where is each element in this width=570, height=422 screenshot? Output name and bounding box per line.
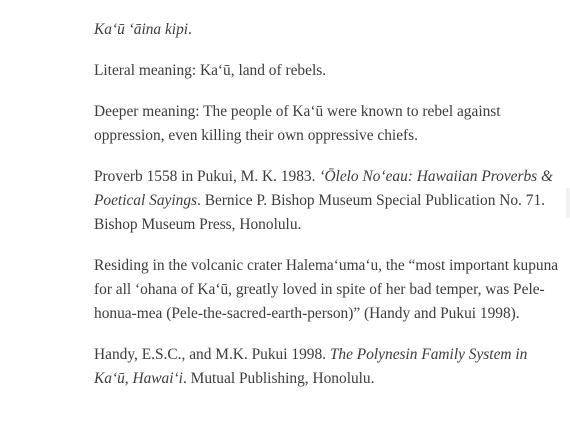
reference-book-title: The Polynesin Family System in Ka‘ū, Hawai‘i [94, 346, 528, 387]
citation-book-title: ‘Ōlelo No‘eau: Hawaiian Proverbs & Poetical Sayings [94, 168, 553, 209]
reference-citation [94, 343, 564, 391]
scroll-edge-shadow [566, 188, 570, 218]
reference-prefix: Handy, E.S.C., and M.K. Pukui 1998. [94, 346, 330, 363]
proverb-title-period: . [188, 21, 192, 38]
residing-paragraph: Residing in the volcanic crater Halema‘uma‘u, the “most important kupuna for all ‘ohana of Ka‘ū, greatly loved in spite of her bad temper, was Pele-honua-mea (Pele-the-sacred-earth-person)” (Handy and Pukui 1998). [94, 257, 559, 322]
proverb-title: Ka‘ū ‘āina kipi [94, 21, 189, 38]
deeper-meaning: Deeper meaning: The people of Ka‘ū were known to rebel against oppression, even killing their own oppressive chiefs. [94, 103, 501, 144]
literal-meaning: Literal meaning: Ka‘ū, land of rebels. [94, 62, 327, 79]
citation-suffix: . Bernice P. Bishop Museum Special Publication No. 71. Bishop Museum Press, Honolulu. [94, 192, 545, 233]
proverb-title-paragraph [94, 18, 564, 42]
reference-suffix: . Mutual Publishing, Honolulu. [182, 370, 375, 387]
proverb-citation [94, 165, 564, 237]
article-body [94, 18, 564, 408]
citation-prefix: Proverb 1558 in Pukui, M. K. 1983. [94, 168, 320, 185]
